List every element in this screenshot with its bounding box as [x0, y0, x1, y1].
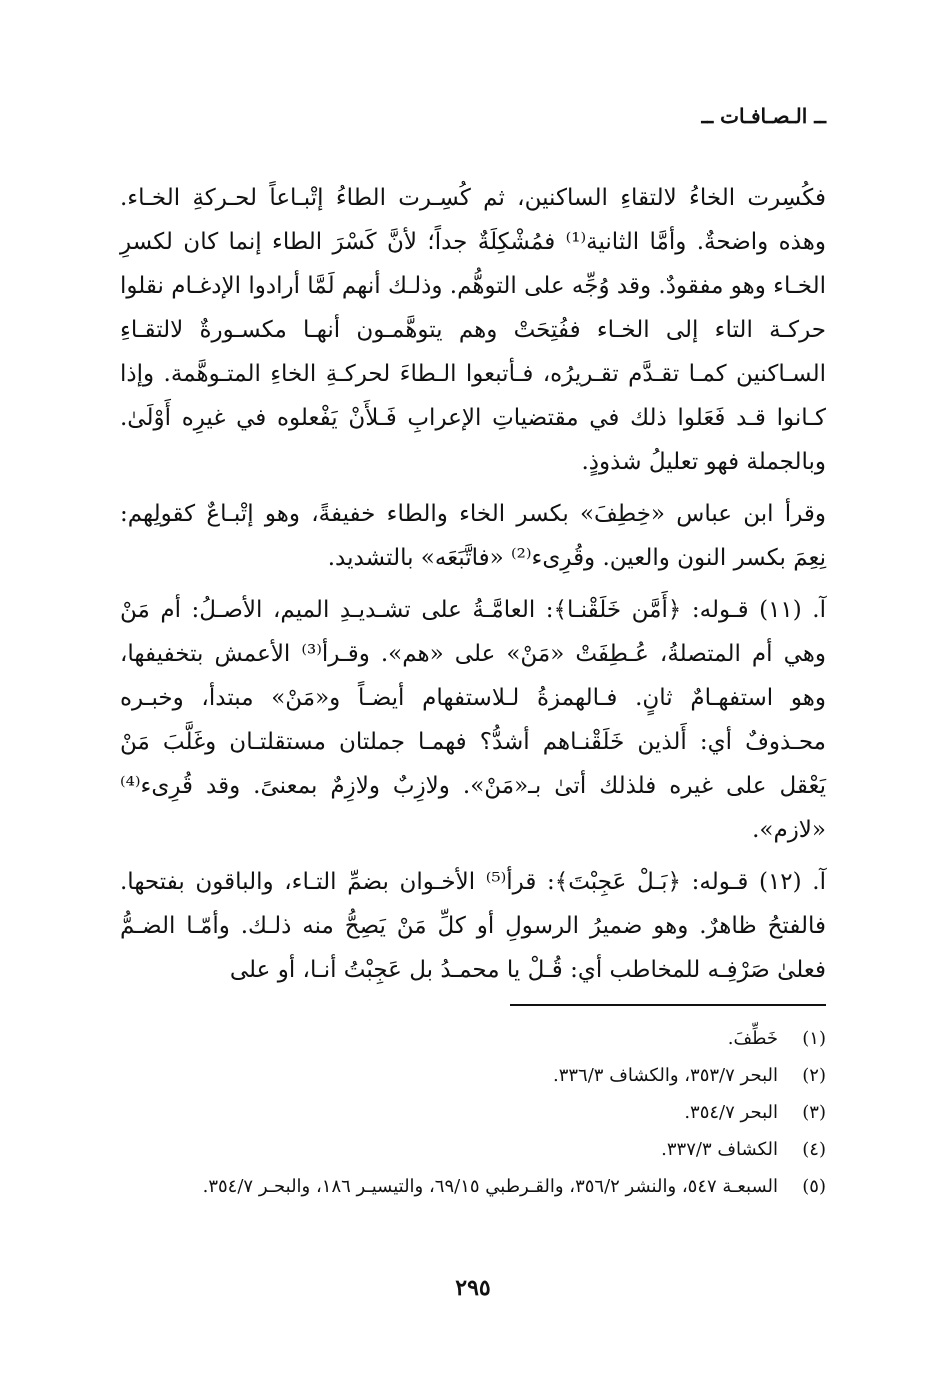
- paragraph-2: وقرأ ابن عباس «خِطِفَ» بكسر الخاء والطاء خفيفةً، وهو إتْبـاعٌ كقولِهم: نِعِمَ بكسر النون والعين. وقُرِىء⁽²⁾ «فاتَّبَعَه» بالتشديد.: [120, 501, 826, 571]
- footnotes: [120, 1020, 826, 1205]
- footnote-number: (١): [802, 1028, 826, 1049]
- footnote-3: [120, 1094, 826, 1131]
- paragraph-verse-11: آ. (١١) قـوله: ﴿أَمَّن خَلَقْنـا﴾: العامَّـةُ على تشـديـدِ الميم، الأصـلُ: أم مَنْ وهي أم المتصلةُ، عُـطِفَتْ «مَنْ» على «هم». وقـرأ⁽³⁾ الأعمش بتخفيفها، وهو استفهـامٌ ثانٍ. فـالهمزةُ لـلاستفهام أيضـاً و«مَنْ» مبتدأ، وخبـره محـذوفٌ أي: أَلذين خَلَقْنـاهم أشدُّ؟ فهمـا جملتان مستقلتـان وغَلَّبَ مَنْ يَعْقل على غيره فلذلك أتىٰ بـ«مَنْ». ولازِبٌ ولازِمٌ بمعنىً. وقد قُرِىء⁽⁴⁾ «لازم».: [120, 597, 826, 843]
- footnote-divider: [510, 1004, 826, 1006]
- footnote-text: الكشاف ٣٣٧/٣.: [661, 1139, 778, 1160]
- footnote-text: البحر ٣٥٤/٧.: [684, 1102, 778, 1123]
- running-header: [120, 104, 826, 144]
- footnote-text: البحر ٣٥٣/٧، والكشاف ٣٣٦/٣.: [552, 1065, 778, 1086]
- footnote-text: السبعـة ٥٤٧، والنشر ٣٥٦/٢، والقـرطبي ٦٩/١٥، والتيسيـر ١٨٦، والبحـر ٣٥٤/٧.: [202, 1176, 778, 1197]
- paragraph-verse-12: آ. (١٢) قـوله: ﴿بَـلْ عَجِبْتَ﴾: قرأ⁽⁵⁾ الأخـوان بضمِّ التـاء، والباقون بفتحها. فالفتحُ ظاهرٌ. وهو ضميرُ الرسولِ أو كلِّ مَنْ يَصِحُّ منه ذلـك. وأمّـا الضـمُّ فعلىٰ صَرْفِـه للمخاطب أي: قُـلْ يا محمـدُ بل عَجِبْتُ أنـا، أو على: [120, 869, 826, 983]
- footnote-text: خَطِّفَ.: [727, 1028, 778, 1049]
- footnote-2: [120, 1057, 826, 1094]
- footnote-4: [120, 1131, 826, 1168]
- page-number: ٢٩٥: [455, 1275, 491, 1301]
- footnote-number: (٤): [802, 1139, 826, 1160]
- footnote-number: (٢): [802, 1065, 826, 1086]
- paragraph-1: فكُسِرت الخاءُ لالتقاءِ الساكنين، ثم كُسِـرت الطاءُ إتْبـاعاً لحـركةِ الخـاء. وهذه واضحةٌ. وأمَّا الثانية⁽¹⁾ فمُشْكِلَةٌ جداً؛ لأنَّ كَسْرَ الطاء إنما كان لكسرِ الخـاء وهو مفقودٌ. وقد وُجِّه على التوهُّم. وذلـك أنهم لَمَّا أرادوا الإدغـام نقلوا حركـة التاء إلى الخـاء ففُتِحَتْ وهم يتوهَّمـون أنهـا مكسـورةٌ لالتقـاءِ السـاكنين كمـا تقـدَّم تقـريرُه، فـأتبعوا الـطاءَ لحركـةِ الخاءِ المتـوهَّمة. وإذا كـانوا قـد فَعَلوا ذلك في مقتضياتِ الإعرابِ فَـلأَنْ يَفْعلوه في غيرِه أَوْلَىٰ. وبالجملة فهو تعليلُ شذوذٍ.: [120, 185, 826, 475]
- footnote-number: (٥): [802, 1176, 826, 1197]
- main-text: [120, 176, 826, 1000]
- footnote-5: [120, 1168, 826, 1205]
- running-title: ــ الـصـافـات ــ: [701, 104, 826, 128]
- footnote-1: [120, 1020, 826, 1057]
- footnote-number: (٣): [802, 1102, 826, 1123]
